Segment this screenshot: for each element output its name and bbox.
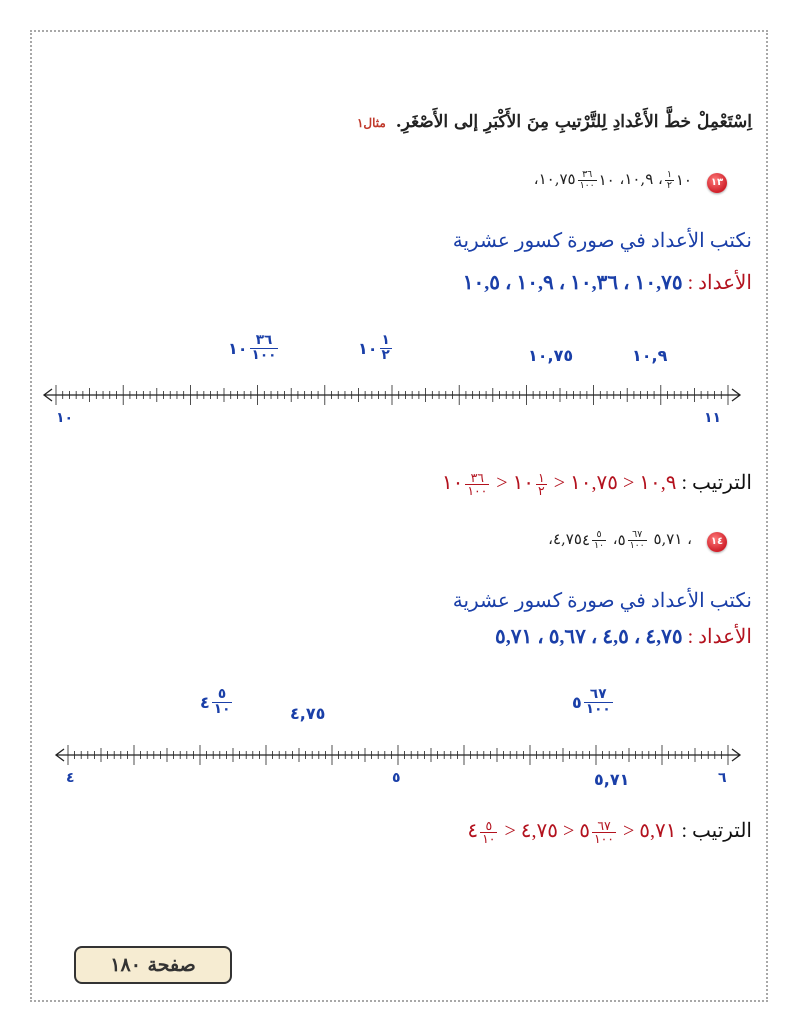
nl1-label-10-9: ١٠,٩ (632, 346, 668, 365)
nl1-start-label: ١٠ (56, 410, 74, 426)
problem-13-numbers-decimal: الأعداد : ١٠,٧٥ ، ١٠,٣٦ ، ١٠,٩ ، ١٠,٥ (462, 272, 752, 294)
problem-14-numbers-decimal: الأعداد : ٤,٧٥ ، ٤,٥ ، ٥,٦٧ ، ٥,٧١ (494, 626, 752, 648)
problem-13-numbers: ١٠ $\frac{١}{٢}$ ، ١٠,٩، ١٠ $\frac{٣٦}{١٠٠}$ ١٠,٧٥، (533, 169, 692, 191)
nl2-label-5-71: ٥,٧١ (594, 770, 630, 789)
nl2-end-label: ٦ (718, 770, 727, 786)
nl2-mid-label: ٥ (392, 770, 401, 786)
problem-14-numbers: ، ٥,٧١ $\frac{٦٧}{١٠٠}$ ٥، $\frac{٥}{١٠}$ ٤٤,٧٥، (548, 529, 692, 551)
number-line-10-11 (0, 380, 800, 410)
nl2-label-4-75: ٤,٧٥ (290, 704, 326, 723)
problem-13-instruction: نكتب الأعداد في صورة كسور عشرية (452, 230, 752, 252)
heading-text: اِسْتَعْمِلْ خطَّ الأَعْدادِ لِلتَّرْتيبِ مِنَ الأَكْبَرِ إلى الأَصْغَرِ. (395, 112, 752, 132)
example-reference: مثال١ (356, 116, 386, 130)
page-number-box: صفحة ١٨٠ (74, 946, 232, 984)
nl2-start-label: ٤ (66, 770, 75, 786)
nl2-label-4-5-10: $\frac{٥}{١٠}$ ٤ (200, 686, 231, 717)
problem-14-instruction: نكتب الأعداد في صورة كسور عشرية (452, 590, 752, 612)
problem-14-badge: ١٤ (707, 532, 727, 552)
exercise-heading (357, 112, 752, 132)
nl2-label-5-67-100: $\frac{٦٧}{١٠٠}$ ٥ (572, 686, 611, 717)
problem-13-order: الترتيب : ١٠,٩ < ١٠,٧٥ < $\frac{١}{٢}$ ١٠ < $\frac{٣٦}{١٠٠}$ ١٠ (441, 470, 752, 498)
problem-13-badge: ١٣ (707, 173, 727, 193)
nl1-label-10-1-2: $\frac{١}{٢}$ ١٠ (358, 332, 390, 363)
problem-14-order: الترتيب : ٥,٧١ < $\frac{٦٧}{١٠٠}$ ٥ < ٤,٧٥ < $\frac{٥}{١٠}$ ٤ (467, 818, 752, 846)
nl1-end-label: ١١ (704, 410, 722, 426)
nl1-label-10-36-100: $\frac{٣٦}{١٠٠}$ ١٠ (228, 332, 277, 363)
nl1-label-10-75: ١٠,٧٥ (528, 346, 574, 365)
number-line-4-6 (0, 740, 800, 770)
